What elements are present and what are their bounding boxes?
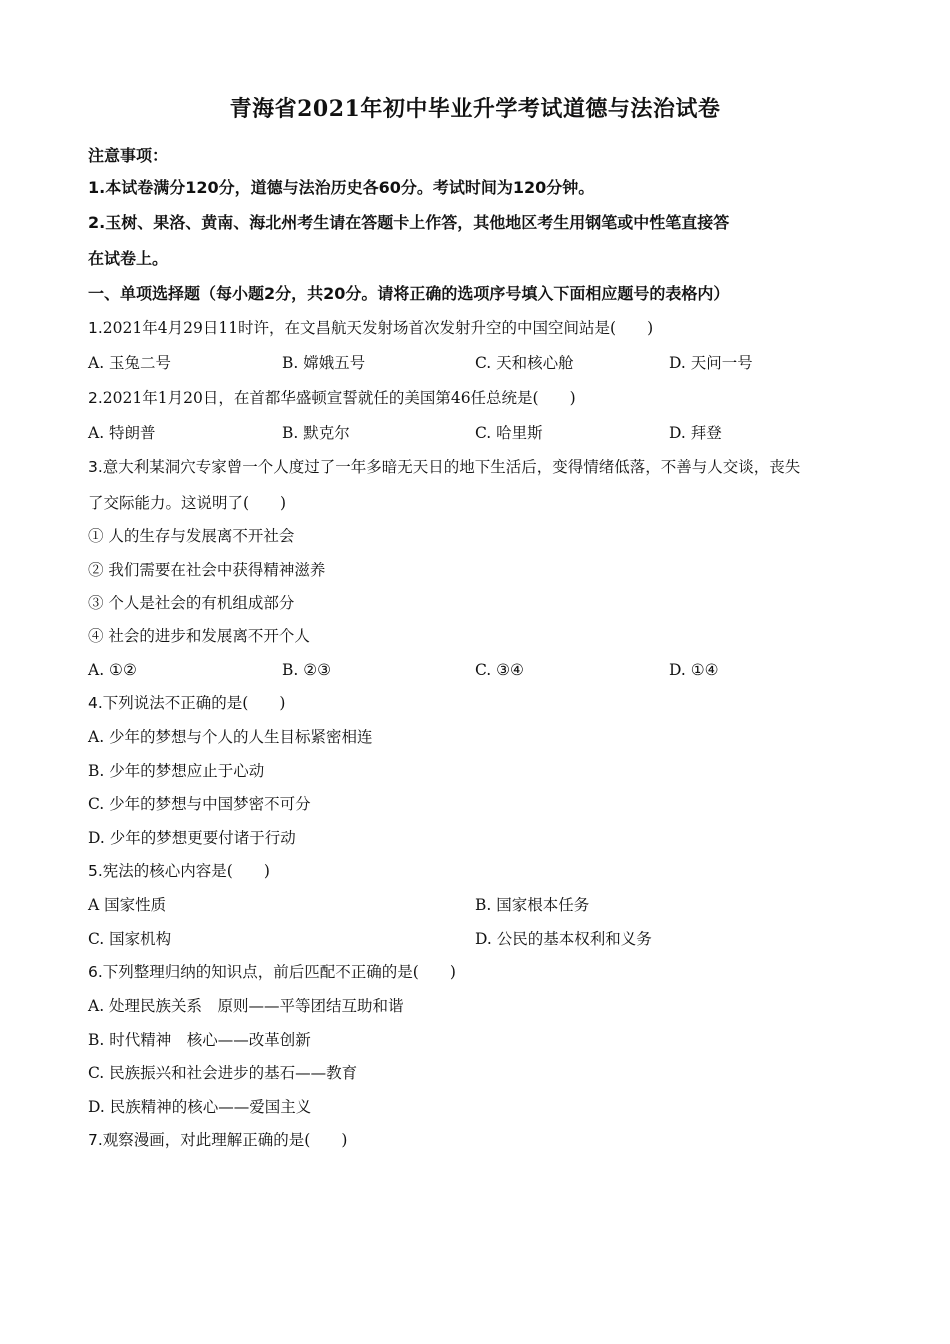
- notice-item-2: 2.玉树、果洛、黄南、海北州考生请在答题卡上作答，其他地区考生用钢笔或中性笔直接答: [88, 213, 730, 232]
- question-number: 6.: [88, 963, 103, 981]
- q3-option-b: B. ②③: [282, 661, 332, 679]
- q4-option-c: C. 少年的梦想与中国梦密不可分: [88, 795, 311, 813]
- question-3-cont: 了交际能力。这说明了( ): [88, 494, 287, 512]
- question-2: [88, 388, 576, 408]
- q4-option-b: B. 少年的梦想应止于心动: [88, 762, 265, 780]
- question-number: 2.: [88, 389, 103, 407]
- question-text: 下列整理归纳的知识点，前后匹配不正确的是( ): [102, 963, 456, 981]
- q1-option-d: D. 天问一号: [669, 354, 753, 372]
- q3-option-c: C. ③④: [475, 661, 524, 679]
- question-5: [88, 861, 270, 881]
- question-3: [88, 457, 800, 477]
- q3-statement-2: ② 我们需要在社会中获得精神滋养: [88, 561, 326, 579]
- q6-option-d: D. 民族精神的核心——爱国主义: [88, 1098, 312, 1116]
- q5-option-d: D. 公民的基本权利和义务: [475, 930, 652, 948]
- question-text: 下列说法不正确的是( ): [102, 694, 286, 712]
- question-4: [88, 693, 285, 713]
- question-6: [88, 962, 456, 982]
- q1-option-c: C. 天和核心舱: [475, 354, 574, 372]
- q1-option-b: B. 嫦娥五号: [282, 354, 366, 372]
- question-number: 7.: [88, 1131, 103, 1149]
- q3-option-a: A. ①②: [88, 661, 137, 679]
- notice-heading: 注意事项：: [88, 146, 169, 165]
- question-7: [88, 1130, 347, 1150]
- notice-item-1: 1.本试卷满分120分，道德与法治历史各60分。考试时间为120分钟。: [88, 178, 595, 197]
- q4-option-a: A. 少年的梦想与个人的人生目标紧密相连: [88, 728, 373, 746]
- q3-statement-4: ④ 社会的进步和发展离不开个人: [88, 627, 310, 645]
- q1-option-a: A. 玉兔二号: [88, 354, 172, 372]
- question-text: 2021年4月29日11时许，在文昌航天发射场首次发射升空的中国空间站是( ): [102, 319, 654, 337]
- question-text: 宪法的核心内容是( ): [102, 862, 270, 880]
- question-text: 2021年1月20日，在首都华盛顿宣誓就任的美国第46任总统是( ): [102, 389, 576, 407]
- notice-item-2-cont: 在试卷上。: [88, 249, 169, 268]
- q3-statement-3: ③ 个人是社会的有机组成部分: [88, 594, 295, 612]
- question-text: 观察漫画，对此理解正确的是( ): [102, 1131, 348, 1149]
- q2-option-d: D. 拜登: [669, 424, 722, 442]
- question-number: 3.: [88, 458, 103, 476]
- q5-option-a: A 国家性质: [88, 896, 167, 914]
- section-heading: 一、单项选择题（每小题2分，共20分。请将正确的选项序号填入下面相应题号的表格内）: [88, 284, 730, 303]
- page-title: 青海省2021年初中毕业升学考试道德与法治试卷: [229, 96, 721, 122]
- q6-option-a: A. 处理民族关系 原则——平等团结互助和谐: [88, 997, 404, 1015]
- q6-option-b: B. 时代精神 核心——改革创新: [88, 1031, 311, 1049]
- q6-option-c: C. 民族振兴和社会进步的基石——教育: [88, 1064, 358, 1082]
- q3-statement-1: ① 人的生存与发展离不开社会: [88, 527, 295, 545]
- question-text: 意大利某洞穴专家曾一个人度过了一年多暗无天日的地下生活后，变得情绪低落，不善与人交谈，丧失: [102, 458, 801, 476]
- q5-option-b: B. 国家根本任务: [475, 896, 590, 914]
- q2-option-b: B. 默克尔: [282, 424, 350, 442]
- question-number: 1.: [88, 319, 103, 337]
- question-number: 4.: [88, 694, 103, 712]
- q2-option-a: A. 特朗普: [88, 424, 156, 442]
- question-number: 5.: [88, 862, 103, 880]
- q2-option-c: C. 哈里斯: [475, 424, 543, 442]
- q3-option-d: D. ①④: [669, 661, 719, 679]
- q4-option-d: D. 少年的梦想更要付诸于行动: [88, 829, 296, 847]
- question-1: [88, 318, 653, 338]
- q5-option-c: C. 国家机构: [88, 930, 172, 948]
